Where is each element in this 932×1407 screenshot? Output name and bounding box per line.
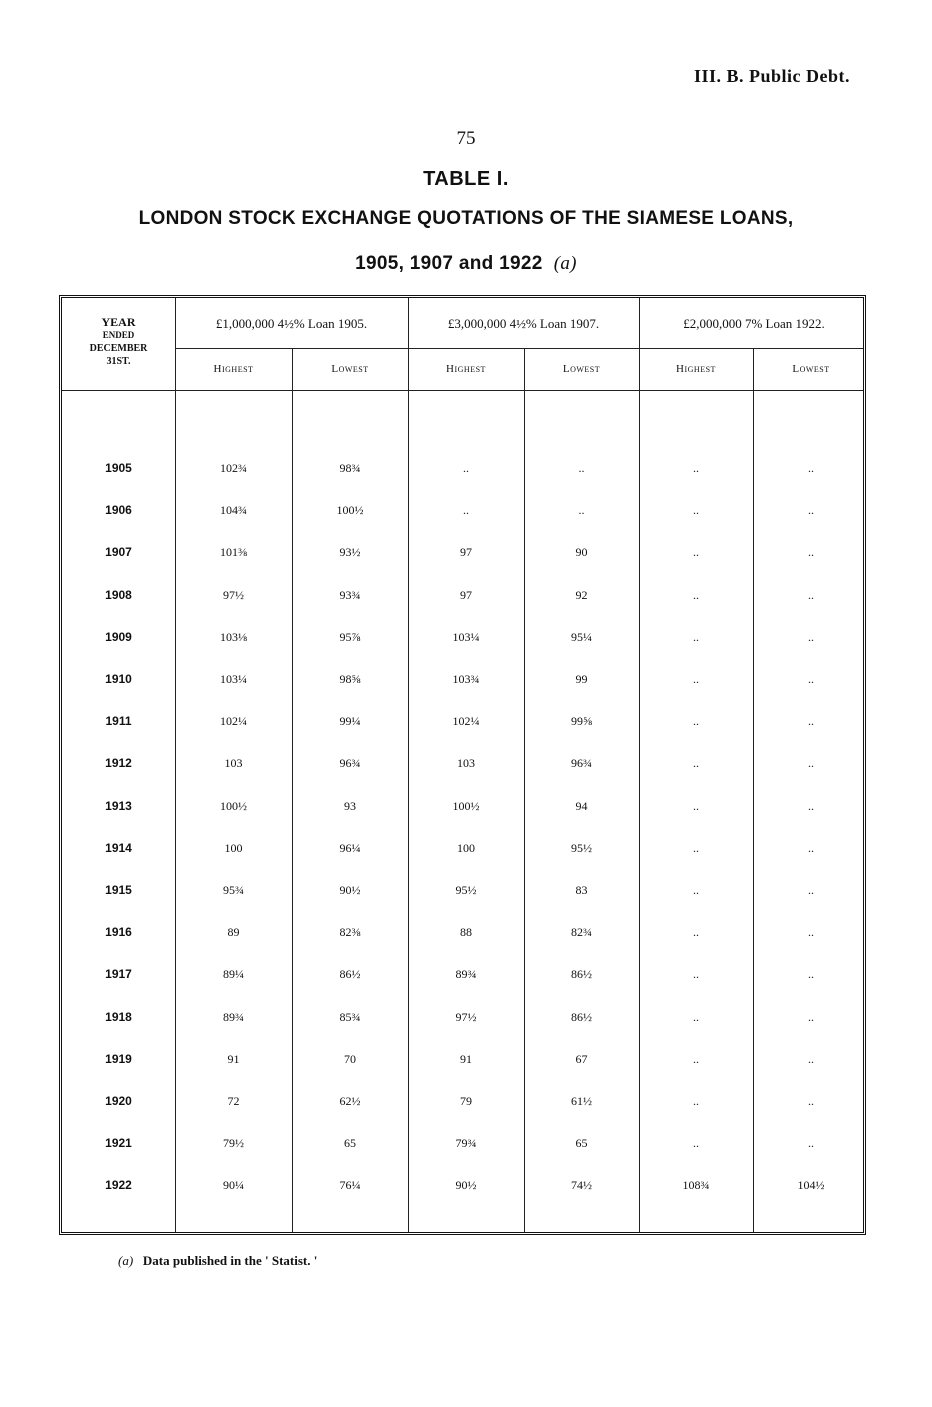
table-row [62, 1136, 869, 1156]
highest-value-cell: 89¾ [223, 1010, 244, 1024]
table-row [62, 1178, 869, 1198]
highest-value-cell: 103¼ [220, 672, 247, 686]
year-cell: 1917 [105, 967, 132, 981]
quotations-table [59, 295, 866, 1235]
year-cell: 1920 [105, 1094, 132, 1108]
loan-1907-header: £3,000,000 4½% Loan 1907. [447, 316, 600, 331]
lowest-value-cell: 86½ [571, 967, 592, 981]
lowest-value-cell: 99¼ [339, 714, 361, 728]
footnote-text: Data published in the ' Statist. ' [142, 1253, 318, 1268]
table-row [62, 841, 869, 861]
lowest-value-cell: 92 [575, 588, 588, 602]
lowest-value-cell: .. [808, 588, 814, 602]
highest-value-cell: .. [693, 1052, 699, 1066]
highest-value-cell: 103¾ [452, 672, 480, 686]
highest-value-cell: .. [693, 1136, 699, 1150]
year-header-line: 31ST. [106, 356, 131, 367]
table-row [62, 545, 869, 565]
table-row [62, 883, 869, 903]
highest-value-cell: .. [693, 967, 699, 981]
section-header: III. B. Public Debt. [693, 66, 850, 86]
lowest-value-cell: 86½ [339, 967, 361, 981]
lowest-value-cell: .. [808, 967, 814, 981]
highest-value-cell: 79½ [223, 1136, 244, 1150]
table-row [62, 630, 869, 650]
lowest-value-cell: 93¾ [339, 588, 361, 602]
highest-value-cell: 100½ [220, 799, 247, 813]
highest-value-cell: 95½ [455, 883, 477, 897]
subtitle-text: 1905, 1907 and 1922 [355, 253, 543, 274]
table-row [62, 461, 869, 481]
highest-value-cell: .. [693, 714, 699, 728]
lowest-value-cell: 85¾ [339, 1010, 361, 1024]
highest-value-cell: 97½ [455, 1010, 477, 1024]
highest-header: Highest [676, 363, 716, 375]
table-label: TABLE I. [423, 168, 509, 190]
highest-value-cell: .. [693, 799, 699, 813]
lowest-value-cell: 98⅝ [339, 672, 361, 686]
highest-value-cell: .. [693, 1010, 699, 1024]
lowest-value-cell: .. [808, 841, 814, 855]
lowest-value-cell: 99⅝ [571, 714, 592, 728]
highest-value-cell: 95¾ [223, 883, 244, 897]
lowest-value-cell: .. [808, 883, 814, 897]
lowest-value-cell: .. [578, 461, 585, 475]
lowest-value-cell: 82⅜ [339, 925, 361, 939]
lowest-value-cell: 96¾ [571, 756, 592, 770]
lowest-value-cell: .. [808, 1010, 814, 1024]
lowest-value-cell: 98¾ [339, 461, 361, 475]
loan-1905-header: £1,000,000 4½% Loan 1905. [215, 316, 368, 331]
highest-value-cell: .. [693, 588, 699, 602]
lowest-value-cell: 99 [575, 672, 588, 686]
highest-value-cell: 97 [460, 545, 472, 559]
lowest-value-cell: .. [808, 1052, 814, 1066]
highest-value-cell: 102¾ [220, 461, 247, 475]
page-number: 75 [456, 128, 476, 149]
year-cell: 1913 [105, 799, 132, 813]
highest-value-cell: .. [693, 841, 699, 855]
highest-value-cell: 97½ [223, 588, 244, 602]
highest-value-cell: 88 [460, 925, 472, 939]
highest-value-cell: 97 [460, 588, 472, 602]
highest-value-cell: 100½ [452, 799, 480, 813]
table-row [62, 503, 869, 523]
lowest-value-cell: 83 [575, 883, 588, 897]
lowest-value-cell: 74½ [571, 1178, 592, 1192]
lowest-value-cell: .. [808, 503, 814, 517]
highest-value-cell: 103¼ [452, 630, 480, 644]
table-row [62, 925, 869, 945]
page-title: LONDON STOCK EXCHANGE QUOTATIONS OF THE SIAMESE LOANS, [138, 208, 794, 229]
lowest-value-cell: 86½ [571, 1010, 592, 1024]
lowest-value-cell: .. [808, 545, 814, 559]
year-cell: 1906 [105, 503, 132, 517]
highest-value-cell: 89 [227, 925, 240, 939]
lowest-value-cell: 93 [344, 799, 356, 813]
highest-value-cell: 91 [227, 1052, 240, 1066]
highest-value-cell: 79 [460, 1094, 472, 1108]
footnote-ref: (a) [118, 1253, 134, 1268]
highest-value-cell: .. [693, 461, 699, 475]
table-row [62, 1010, 869, 1030]
lowest-value-cell: .. [578, 503, 585, 517]
highest-value-cell: 102¼ [220, 714, 247, 728]
highest-value-cell: 90½ [455, 1178, 477, 1192]
subtitle-note-ref: (a) [553, 253, 577, 274]
table-row [62, 714, 869, 734]
year-header-line: DECEMBER [89, 343, 148, 354]
header-bottom-rule [62, 390, 863, 391]
highest-value-cell: 100 [457, 841, 475, 855]
highest-value-cell: 91 [460, 1052, 472, 1066]
highest-header: Highest [446, 363, 486, 375]
lowest-value-cell: .. [808, 756, 814, 770]
year-cell: 1909 [105, 630, 132, 644]
highest-value-cell: 79¾ [455, 1136, 477, 1150]
lowest-value-cell: .. [808, 672, 814, 686]
year-cell: 1912 [105, 756, 132, 770]
lowest-value-cell: .. [808, 630, 814, 644]
year-cell: 1922 [105, 1178, 132, 1192]
highest-value-cell: 90¼ [223, 1178, 244, 1192]
lowest-header: Lowest [562, 363, 601, 375]
lowest-value-cell: 90½ [339, 883, 361, 897]
highest-value-cell: 104¾ [220, 503, 247, 517]
lowest-value-cell: 96¼ [339, 841, 361, 855]
header-divider [175, 348, 863, 349]
table-row [62, 799, 869, 819]
highest-value-cell: 103⅛ [220, 630, 247, 644]
year-cell: 1918 [105, 1010, 132, 1024]
highest-value-cell: .. [693, 756, 699, 770]
lowest-value-cell: 104½ [797, 1178, 825, 1192]
year-cell: 1921 [105, 1136, 132, 1150]
loan-1922-header: £2,000,000 7% Loan 1922. [683, 316, 825, 331]
page-subtitle [0, 253, 932, 275]
year-cell: 1911 [105, 714, 132, 728]
highest-value-cell: 101⅜ [220, 545, 247, 559]
lowest-value-cell: 100½ [336, 503, 364, 517]
lowest-value-cell: .. [808, 925, 814, 939]
year-header-line: YEAR [101, 315, 136, 329]
lowest-value-cell: 82¾ [571, 925, 592, 939]
highest-value-cell: .. [693, 503, 699, 517]
table-row [62, 1052, 869, 1072]
lowest-value-cell: 61½ [571, 1094, 592, 1108]
lowest-value-cell: 95⅞ [339, 630, 361, 644]
lowest-value-cell: 65 [344, 1136, 356, 1150]
highest-value-cell: .. [693, 925, 699, 939]
lowest-value-cell: .. [808, 1136, 814, 1150]
highest-value-cell: 100 [224, 841, 243, 855]
table-row [62, 672, 869, 692]
lowest-value-cell: 96¾ [339, 756, 361, 770]
table-row [62, 1094, 869, 1114]
highest-value-cell: .. [693, 883, 699, 897]
lowest-value-cell: 70 [344, 1052, 356, 1066]
highest-value-cell: 102¼ [452, 714, 480, 728]
highest-value-cell: .. [693, 1094, 699, 1108]
highest-value-cell: .. [693, 630, 699, 644]
lowest-value-cell: 65 [575, 1136, 588, 1150]
lowest-value-cell: 94 [575, 799, 588, 813]
highest-value-cell: 89¼ [223, 967, 244, 981]
year-header-line: ENDED [102, 330, 135, 340]
year-cell: 1916 [105, 925, 132, 939]
highest-header: Highest [213, 363, 254, 375]
highest-value-cell: 108¾ [682, 1178, 710, 1192]
highest-value-cell: .. [693, 672, 699, 686]
lowest-value-cell: 93½ [339, 545, 361, 559]
table-row [62, 588, 869, 608]
highest-value-cell: 72 [227, 1094, 240, 1108]
year-header [62, 316, 175, 368]
lowest-value-cell: 95½ [571, 841, 592, 855]
year-cell: 1919 [105, 1052, 132, 1066]
highest-value-cell: .. [693, 545, 699, 559]
year-cell: 1910 [105, 672, 132, 686]
lowest-value-cell: 67 [575, 1052, 588, 1066]
year-cell: 1914 [105, 841, 132, 855]
highest-value-cell: 103 [457, 756, 475, 770]
lowest-header: Lowest [331, 363, 369, 375]
highest-value-cell: 103 [224, 756, 243, 770]
year-cell: 1907 [105, 545, 132, 559]
table-row [62, 967, 869, 987]
footnote [118, 1253, 317, 1269]
lowest-value-cell: 62½ [339, 1094, 361, 1108]
lowest-header: Lowest [792, 363, 830, 375]
lowest-value-cell: 90 [575, 545, 588, 559]
lowest-value-cell: .. [808, 1094, 814, 1108]
lowest-value-cell: 95¼ [571, 630, 592, 644]
year-cell: 1908 [105, 588, 132, 602]
lowest-value-cell: .. [808, 461, 814, 475]
year-cell: 1915 [105, 883, 132, 897]
year-cell: 1905 [105, 461, 132, 475]
table-row [62, 756, 869, 776]
highest-value-cell: 89¾ [455, 967, 477, 981]
lowest-value-cell: 76¼ [339, 1178, 361, 1192]
lowest-value-cell: .. [808, 799, 814, 813]
lowest-value-cell: .. [808, 714, 814, 728]
highest-value-cell: .. [463, 461, 469, 475]
highest-value-cell: .. [463, 503, 469, 517]
